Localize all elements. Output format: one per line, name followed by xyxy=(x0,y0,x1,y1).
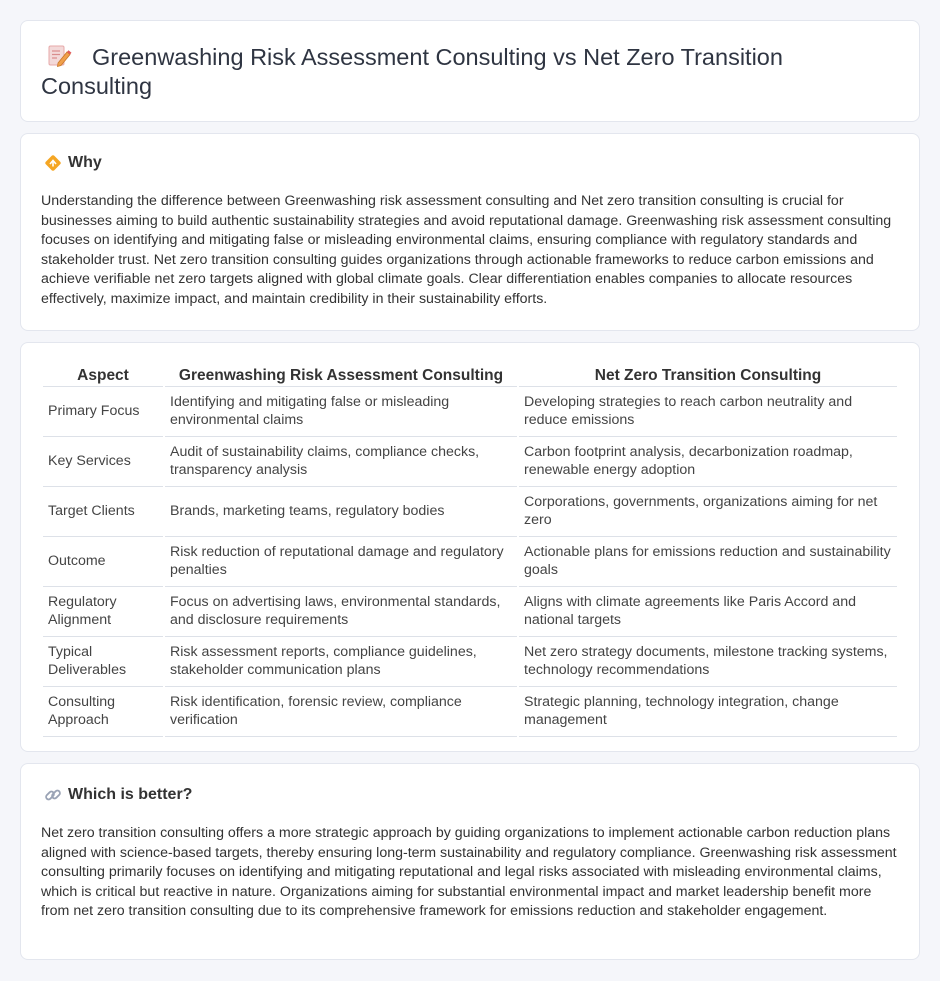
link-icon xyxy=(44,786,62,804)
row-aspect: Target Clients xyxy=(43,487,163,537)
why-heading-text: Why xyxy=(68,154,102,171)
row-greenwashing: Brands, marketing teams, regulatory bodies xyxy=(165,487,517,537)
row-net-zero: Strategic planning, technology integration, change management xyxy=(519,687,897,737)
better-paragraph: Net zero transition consulting offers a more strategic approach by guiding organizations to implement actionable carbon reduction plans aligned with science-based targets, thereby ensuring long-term sustainability and regulatory compliance. Greenwashing risk assessment consulting primarily focuses on identifying and mitigating reputational and legal risks associated with misleading environmental claims, which is critical but reactive in nature. Organizations aiming for substantial environmental impact and market leadership benefit more from net zero transition consulting due to its comprehensive framework for emissions reduction and stakeholder engagement. xyxy=(41,825,897,919)
table-row xyxy=(43,487,897,537)
row-net-zero: Developing strategies to reach carbon neutrality and reduce emissions xyxy=(519,387,897,437)
row-aspect: Key Services xyxy=(43,437,163,487)
row-aspect: Primary Focus xyxy=(43,387,163,437)
page-title xyxy=(41,43,899,101)
which-better-section xyxy=(20,763,920,960)
comparison-table xyxy=(41,363,899,737)
row-greenwashing: Risk assessment reports, compliance guidelines, stakeholder communication plans xyxy=(165,637,517,687)
table-row xyxy=(43,687,897,737)
better-heading-text: Which is better? xyxy=(68,786,193,803)
title-card xyxy=(20,20,920,122)
table-row xyxy=(43,587,897,637)
table-row xyxy=(43,537,897,587)
row-aspect: Consulting Approach xyxy=(43,687,163,737)
why-paragraph: Understanding the difference between Greenwashing risk assessment consulting and Net zero transition consulting is crucial for businesses aiming to build authentic sustainability strategies and avoid reputational damage. Greenwashing risk assessment consulting focuses on identifying and mitigating false or misleading environmental claims, ensuring compliance with regulatory standards and stakeholder trust. Net zero transition consulting guides organizations through actionable frameworks to reduce carbon emissions and achieve verifiable net zero targets aligned with global climate goals. Clear differentiation enables companies to allocate resources effectively, maximize impact, and maintain credibility in their sustainability efforts. xyxy=(41,193,892,307)
row-greenwashing: Identifying and mitigating false or misleading environmental claims xyxy=(165,387,517,437)
row-net-zero: Carbon footprint analysis, decarbonization roadmap, renewable energy adoption xyxy=(519,437,897,487)
table-row xyxy=(43,637,897,687)
row-aspect: Outcome xyxy=(43,537,163,587)
table-row xyxy=(43,387,897,437)
page-title-text: Greenwashing Risk Assessment Consulting vs Net Zero Transition Consulting xyxy=(41,44,783,99)
header-greenwashing: Greenwashing Risk Assessment Consulting xyxy=(165,363,517,387)
row-aspect: Typical Deliverables xyxy=(43,637,163,687)
row-greenwashing: Risk reduction of reputational damage and regulatory penalties xyxy=(165,537,517,587)
better-heading xyxy=(41,786,899,804)
row-net-zero: Aligns with climate agreements like Paris Accord and national targets xyxy=(519,587,897,637)
header-net-zero: Net Zero Transition Consulting xyxy=(519,363,897,387)
why-section xyxy=(20,133,920,331)
row-aspect: Regulatory Alignment xyxy=(43,587,163,637)
memo-pencil-icon xyxy=(46,44,72,68)
diamond-arrows-icon xyxy=(44,154,62,172)
row-net-zero: Net zero strategy documents, milestone tracking systems, technology recommendations xyxy=(519,637,897,687)
why-heading xyxy=(41,154,899,172)
row-net-zero: Corporations, governments, organizations aiming for net zero xyxy=(519,487,897,537)
row-net-zero: Actionable plans for emissions reduction and sustainability goals xyxy=(519,537,897,587)
row-greenwashing: Risk identification, forensic review, compliance verification xyxy=(165,687,517,737)
row-greenwashing: Audit of sustainability claims, compliance checks, transparency analysis xyxy=(165,437,517,487)
table-row xyxy=(43,437,897,487)
row-greenwashing: Focus on advertising laws, environmental standards, and disclosure requirements xyxy=(165,587,517,637)
table-header-row xyxy=(43,363,897,387)
comparison-card xyxy=(20,342,920,752)
header-aspect: Aspect xyxy=(43,363,163,387)
